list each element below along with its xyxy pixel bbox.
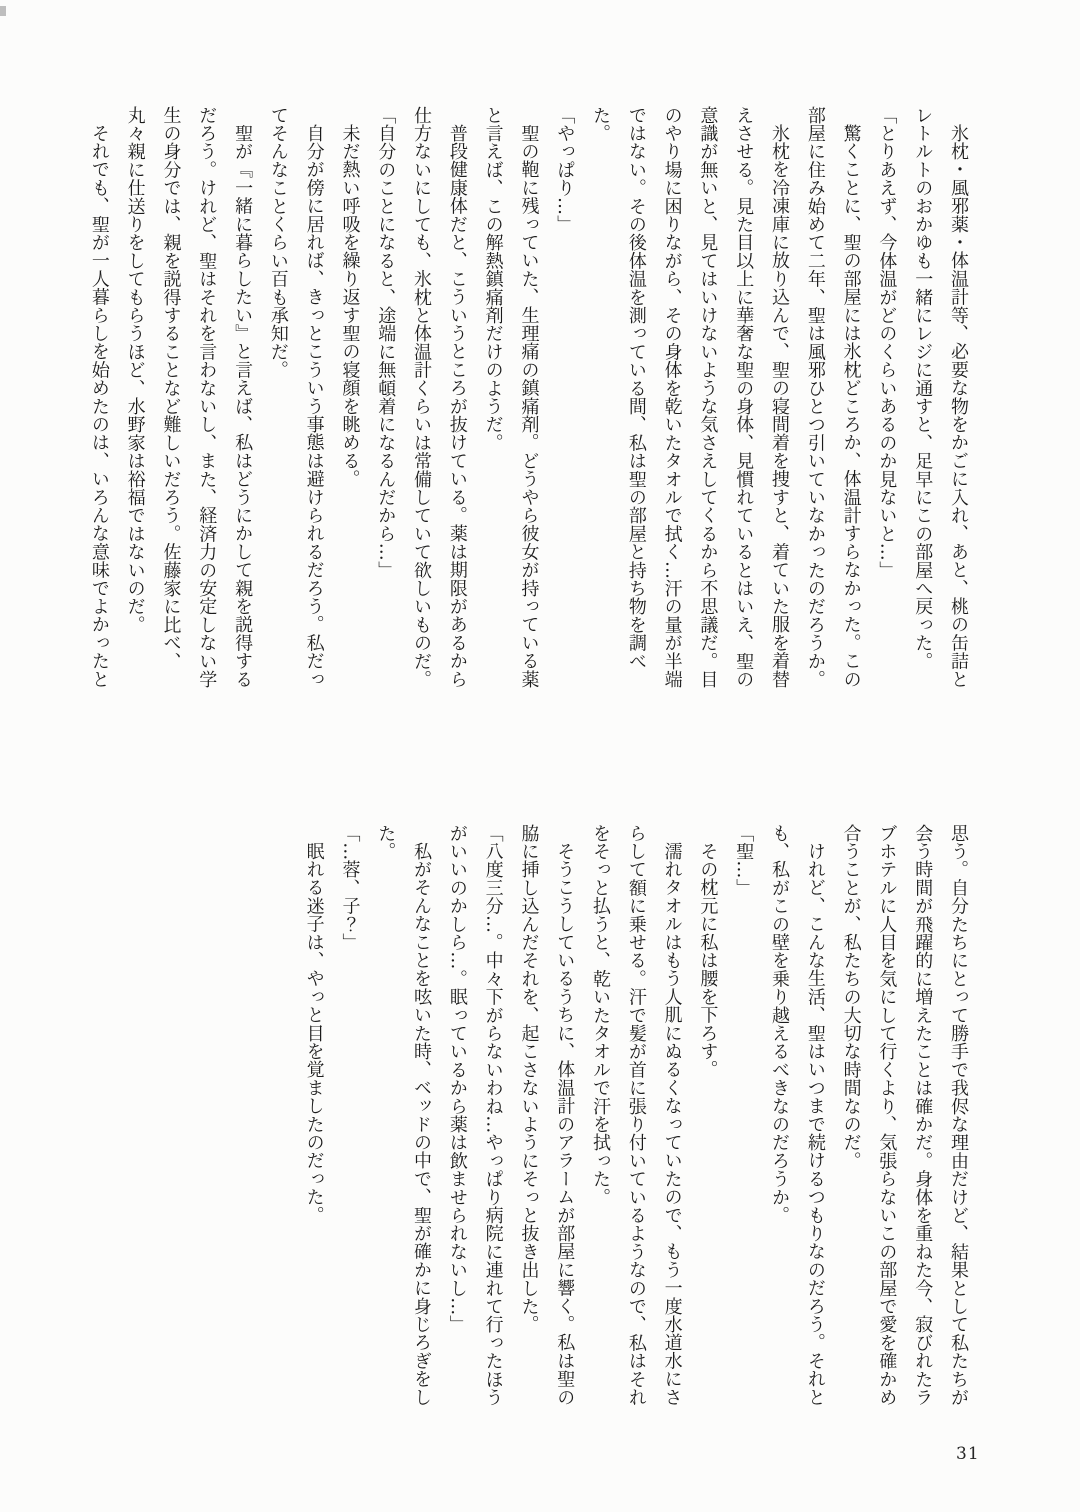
paragraph: 「自分のことになると、途端に無頓着になるんだから…」 xyxy=(375,106,397,580)
paragraph: それでも、聖が一人暮らしを始めたのは、いろんな意味でよかったと xyxy=(88,124,110,689)
paragraph: 眠れる迷子は、やっと目を覚ましたのだった。 xyxy=(303,842,325,1225)
paragraph: 「聖…」 xyxy=(733,824,755,897)
paragraph: 「やっぱり…」 xyxy=(554,106,576,234)
paragraph: 驚くことに、聖の部屋には氷枕どころか、体温計すらなかった。この部屋に住み始めて二年、聖は風邪ひとつ引いていなかったのだろうか。 xyxy=(804,106,862,689)
paragraph: 「…蓉、子？」 xyxy=(339,824,361,952)
paragraph: 聖の鞄に残っていた、生理痛の鎮痛剤。どうやら彼女が持っている薬と言えば、この解熱鎮痛剤だけのようだ。 xyxy=(482,106,540,689)
paragraph: けれど、こんな生活、聖はいつまで続けるつもりなのだろう。それとも、私がこの壁を乗り越えるべきなのだろうか。 xyxy=(769,824,826,1407)
paragraph: 「とりあえず、今体温がどのくらいあるのか見ないと…」 xyxy=(876,106,898,580)
paragraph: 聖が『一緒に暮らしたい』と言えば、私はどうにかして親を説得するだろう。けれど、聖はそれを言わないし、また、経済力の安定しない学生の身分では、親を説得することなど難しいだろう。佐藤家に比べ、丸々親に仕送りをしてもらうほど、水野家は裕福ではないのだ。 xyxy=(124,106,254,689)
top-text-block xyxy=(81,106,976,703)
paragraph: 濡れタオルはもう人肌にぬるくなっていたので、もう一度水道水にさらして額に乗せる。汗で髪が首に張り付いているようなので、私はそれをそっと払うと、乾いたタオルで汗を拭った。 xyxy=(590,824,683,1407)
paragraph: 私がそんなことを呟いた時、ベッドの中で、聖が確かに身じろぎをした。 xyxy=(375,824,433,1407)
bottom-text-block xyxy=(296,824,976,1421)
paragraph: 思う。自分たちにとって勝手で我侭な理由だけど、結果として私たちが会う時間が飛躍的に増えたことは確かだ。身体を重ねた今、寂びれたラブホテルに人目を気にして行くより、気張らないこの部屋で愛を確かめ合うことが、私たちの大切な時間なのだ。 xyxy=(840,824,969,1407)
scan-artifact xyxy=(0,6,6,16)
paragraph: その枕元に私は腰を下ろす。 xyxy=(697,842,719,1079)
paragraph: 氷枕・風邪薬・体温計等、必要な物をかごに入れ、あと、桃の缶詰とレトルトのおかゆも一緒にレジに通すと、足早にこの部屋へ戻った。 xyxy=(912,106,969,689)
paragraph: 自分が傍に居れば、きっとこういう事態は避けられるだろう。私だってそんなことくらい百も承知だ。 xyxy=(267,106,325,689)
paragraph: 未だ熱い呼吸を繰り返す聖の寝顔を眺める。 xyxy=(339,124,361,488)
paragraph: そうこうしているうちに、体温計のアラームが部屋に響く。私は聖の脇に挿し込んだそれを、起こさないようにそっと抜き出した。 xyxy=(518,824,576,1407)
paragraph: 普段健康体だと、こういうところが抜けている。薬は期限があるから仕方ないにしても、氷枕と体温計くらいは常備していて欲しいものだ。 xyxy=(411,106,468,689)
paragraph: 「八度三分…。中々下がらないわね…やっぱり病院に連れて行ったほうがいいのかしら…。眠っているから薬は飲ませられないし…」 xyxy=(446,824,504,1407)
page-number: 31 xyxy=(956,1444,980,1464)
paragraph: 氷枕を冷凍庫に放り込んで、聖の寝間着を捜すと、着ていた服を着替えさせる。見た目以上に華奢な聖の身体、見慣れているとはいえ、聖の意識が無いと、見てはいけないような気さえしてくるから不思議だ。目のやり場に困りながら、その身体を乾いたタオルで拭く…汗の量が半端ではない。その後体温を測っている間、私は聖の部屋と持ち物を調べた。 xyxy=(590,106,791,689)
